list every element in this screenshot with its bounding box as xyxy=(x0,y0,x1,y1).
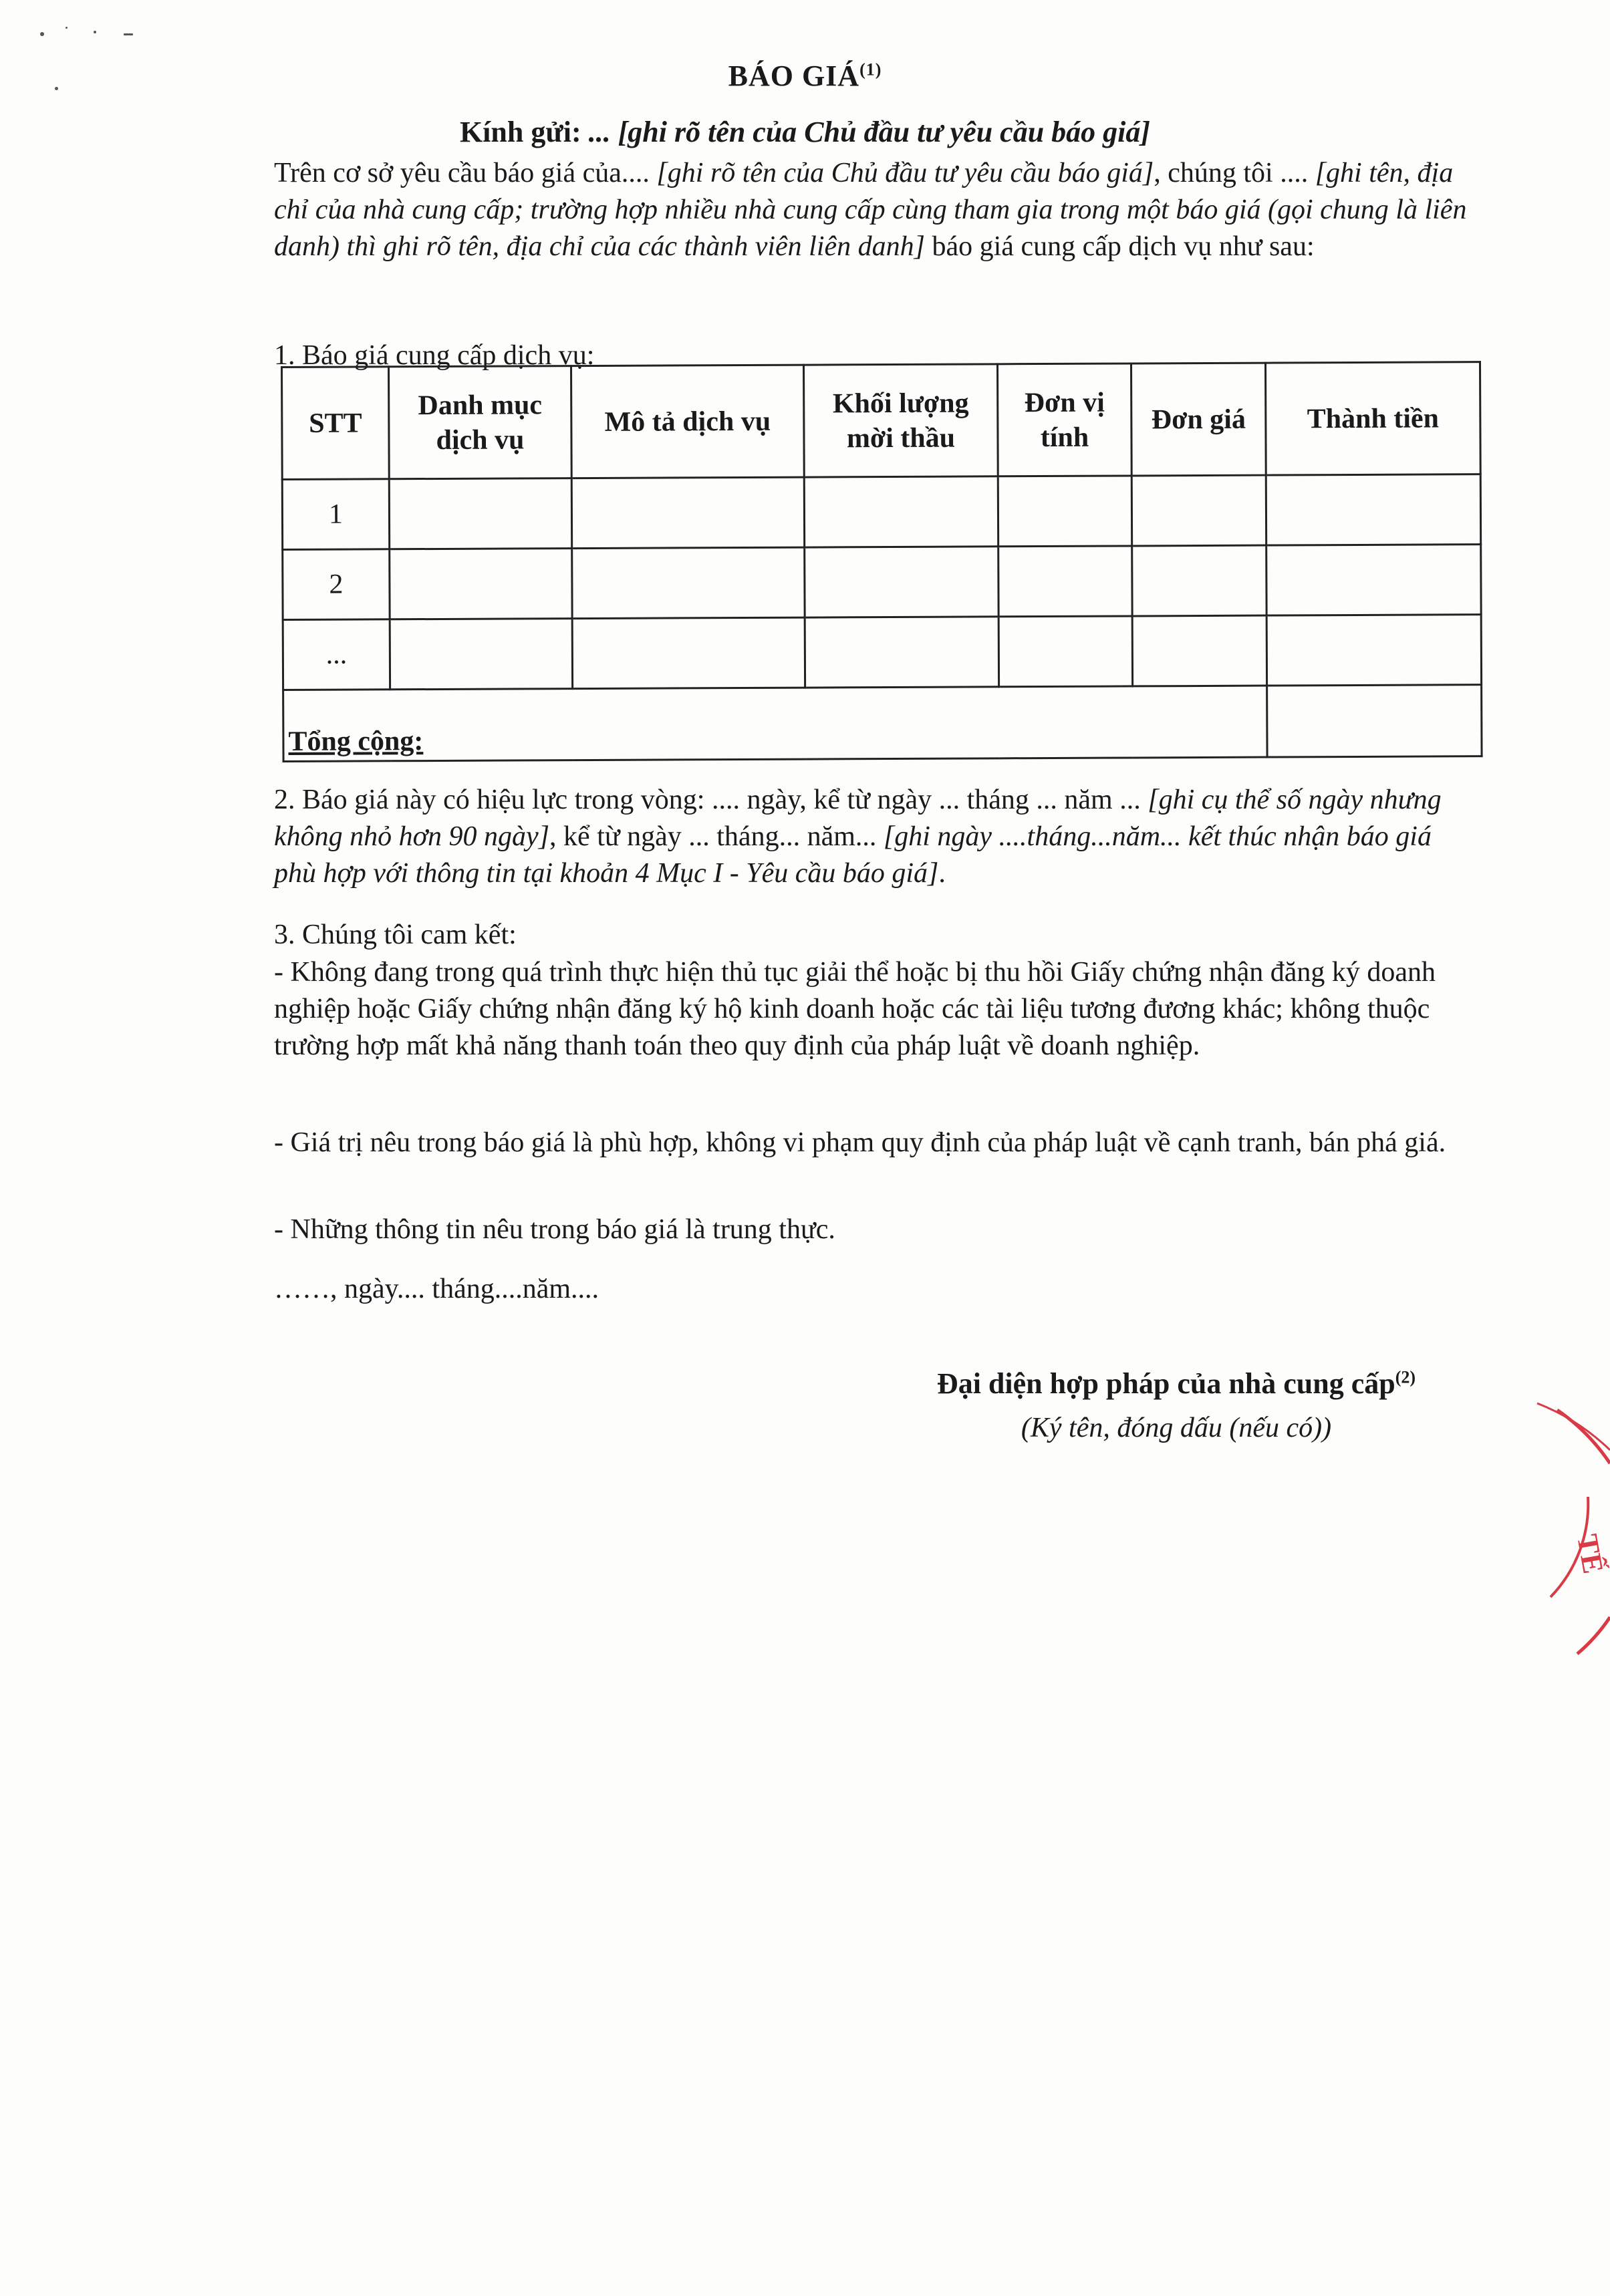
cell-empty xyxy=(804,476,998,547)
quote-table xyxy=(281,361,1483,762)
title-footnote-marker: (1) xyxy=(859,59,882,80)
salutation xyxy=(0,115,1610,149)
row-number: ... xyxy=(283,619,390,690)
total-label: Tổng cộng: xyxy=(283,686,1267,761)
document-title: BÁO GIÁ$^{(1)}$ xyxy=(728,59,882,92)
salutation-label: Kính gửi: xyxy=(459,116,581,148)
commitment-item: - Giá trị nêu trong báo giá là phù hợp, không vi phạm quy định của pháp luật về cạnh tranh, bán phá giá. xyxy=(274,1127,1446,1158)
cell-empty xyxy=(1266,545,1481,615)
table-row xyxy=(283,615,1481,690)
table-total-row xyxy=(283,685,1482,762)
col-header-quantity: Khối lượng mời thầu xyxy=(803,364,998,477)
table-row xyxy=(282,474,1480,550)
section-3-heading: 3. Chúng tôi cam kết: xyxy=(274,919,517,950)
cell-empty xyxy=(1132,615,1266,686)
row-number: 1 xyxy=(282,479,389,550)
col-header-service-description: Mô tả dịch vụ xyxy=(571,365,805,478)
salutation-placeholder: ... [ghi rõ tên của Chủ đầu tư yêu cầu báo giá] xyxy=(588,116,1151,148)
col-header-amount: Thành tiền xyxy=(1265,362,1480,475)
cell-empty xyxy=(998,616,1132,687)
col-header-unit: Đơn vị tính xyxy=(997,364,1131,476)
cell-empty xyxy=(571,477,804,549)
cell-empty xyxy=(1266,615,1481,686)
cell-empty xyxy=(390,549,572,619)
cell-empty xyxy=(572,547,805,619)
commitment-item: - Không đang trong quá trình thực hiện thủ tục giải thể hoặc bị thu hồi Giấy chứng nhận đăng ký doanh nghiệp hoặc Giấy chứng nhận đăng ký hộ kinh doanh hoặc các tài liệu tương đương khác; không thuộc trường hợp mất khả năng thanh toán theo quy định của pháp luật về doanh nghiệp. xyxy=(274,957,1436,1061)
col-header-stt: STT xyxy=(282,367,390,480)
date-line: ……, ngày.... tháng....năm.... xyxy=(274,1274,599,1304)
cell-empty xyxy=(805,547,998,617)
cell-empty xyxy=(805,617,998,688)
signatory-title: Đại diện hợp pháp của nhà cung cấp$^{(2)}$ xyxy=(936,1367,1416,1400)
total-amount-cell xyxy=(1267,685,1482,757)
col-header-unit-price: Đơn giá xyxy=(1131,363,1266,476)
table-row xyxy=(283,545,1481,620)
col-header-service-category: Danh mục dịch vụ xyxy=(389,366,572,479)
section-2-paragraph: 2. Báo giá này có hiệu lực trong vòng: .... ngày, kể từ ngày ... tháng ... năm ... [ghi cụ thể số ngày nhưng không nhỏ hơn 90 ngày], kể từ ngày ... tháng... năm... [ghi ngày ....tháng...năm... kết thúc nhận báo giá phù hợp với thông tin tại khoản 4 Mục I - Yêu cầu báo giá]. xyxy=(274,784,1442,889)
cell-empty xyxy=(572,617,805,689)
cell-empty xyxy=(1266,474,1480,545)
red-stamp-fragment xyxy=(1524,1390,1610,1671)
cell-empty xyxy=(1132,545,1266,616)
cell-empty xyxy=(998,476,1131,547)
signatory-footnote-marker: (2) xyxy=(1395,1367,1416,1387)
stamp-text: TẾ xyxy=(1571,1532,1610,1576)
cell-empty xyxy=(390,619,572,690)
cell-empty xyxy=(998,546,1132,617)
row-number: 2 xyxy=(283,549,390,620)
cell-empty xyxy=(389,478,571,549)
intro-paragraph: Trên cơ sở yêu cầu báo giá của.... [ghi rõ tên của Chủ đầu tư yêu cầu báo giá], chúng tôi .... [ghi tên, địa chỉ của nhà cung cấp; trường hợp nhiều nhà cung cấp cùng tham gia trong một báo giá (gọi chung là liên danh) thì ghi rõ tên, địa chỉ của các thành viên liên danh] báo giá cung cấp dịch vụ như sau: xyxy=(274,158,1467,262)
section-1-heading: 1. Báo giá cung cấp dịch vụ: xyxy=(274,340,595,371)
commitment-item: - Những thông tin nêu trong báo giá là trung thực. xyxy=(274,1214,835,1245)
table-header-row xyxy=(282,362,1481,480)
signatory-instruction: (Ký tên, đóng dấu (nếu có)) xyxy=(1021,1413,1332,1443)
cell-empty xyxy=(1131,475,1266,546)
